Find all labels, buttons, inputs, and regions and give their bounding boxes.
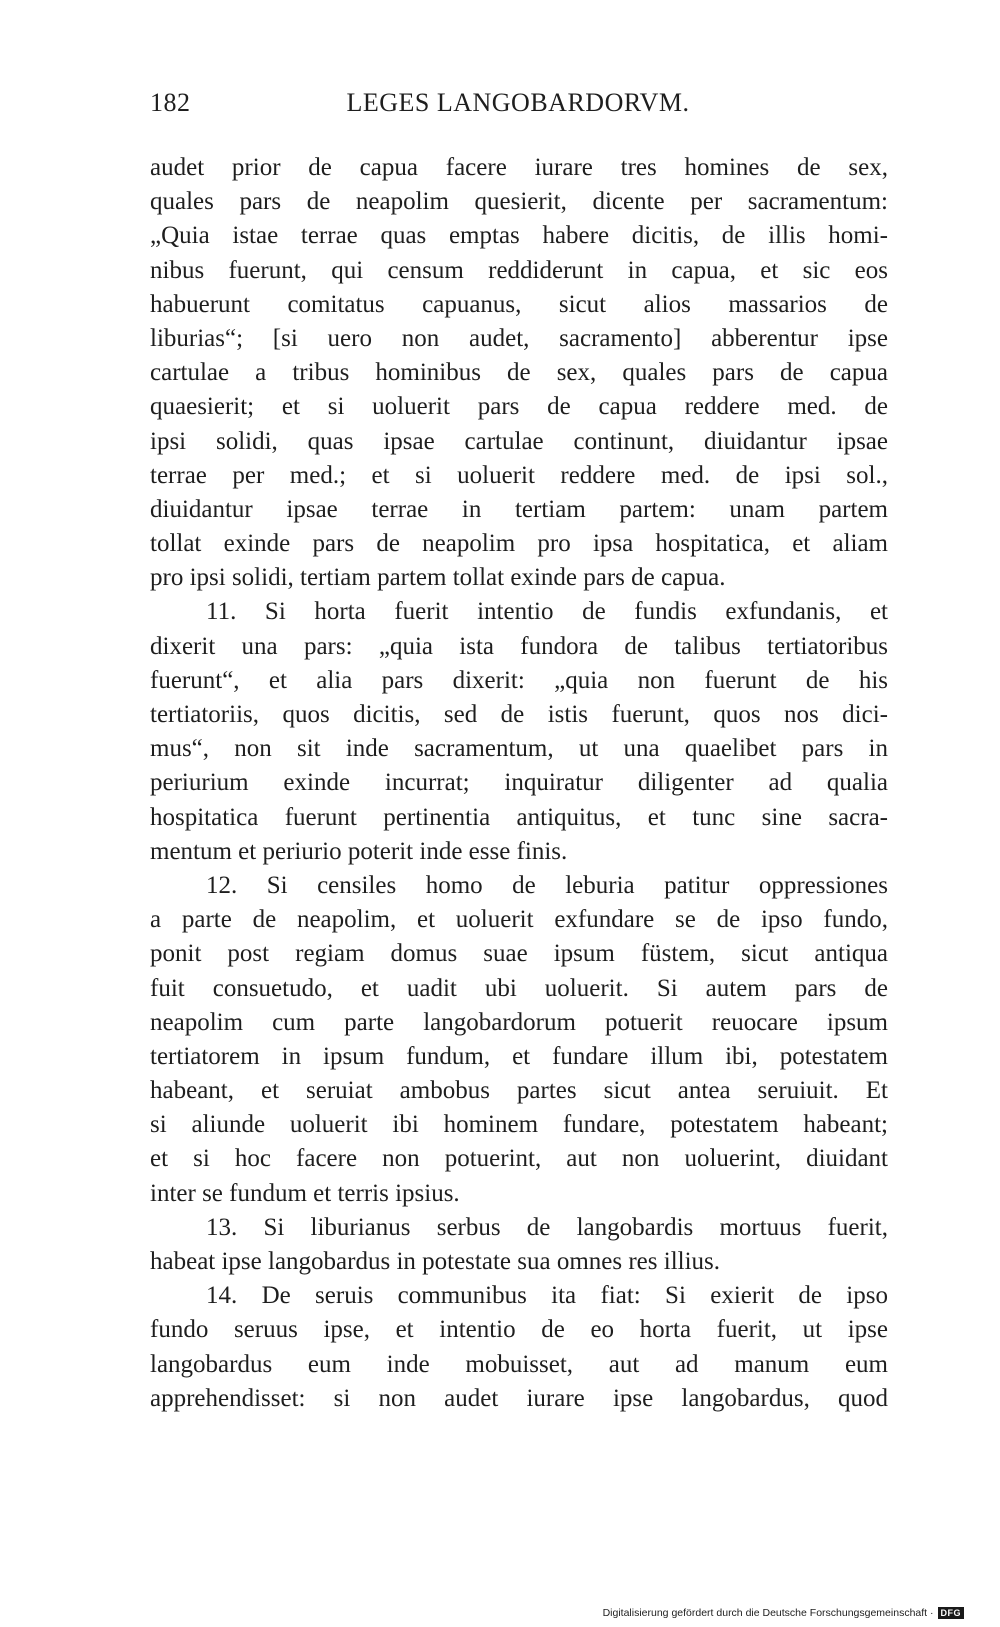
text-line: a parte de neapolim, et uoluerit exfundare se de ipso fundo, [150, 906, 888, 934]
text-line: tollat exinde pars de neapolim pro ipsa hospitatica, et aliam [150, 530, 888, 558]
footer-credit: Digitalisierung gefördert durch die Deutsche Forschungsgemeinschaft · [602, 1607, 934, 1619]
body-text [150, 151, 888, 1416]
digitization-footer [603, 1604, 964, 1622]
text-line: habeant, et seruiat ambobus partes sicut antea seruiuit. Et [150, 1077, 888, 1105]
text-line: ponit post regiam domus suae ipsum füstem, sicut antiqua [150, 940, 888, 968]
text-line: fundo seruus ipse, et intentio de eo horta fuerit, ut ipse [150, 1316, 888, 1344]
paragraph-start-13: 13. Si liburianus serbus de langobardis mortuus fuerit, [206, 1213, 888, 1241]
text-line: fuit consuetudo, et uadit ubi uoluerit. Si autem pars de [150, 974, 888, 1002]
paragraph-start-12: 12. Si censiles homo de leburia patitur oppressiones [206, 871, 888, 899]
text-line: neapolim cum parte langobardorum potuerit reuocare ipsum [150, 1008, 888, 1036]
text-line: quaesierit; et si uoluerit pars de capua reddere med. de [150, 393, 888, 421]
text-line: quales pars de neapolim quesierit, dicente per sacramentum: [150, 188, 888, 216]
text-line: terrae per med.; et si uoluerit reddere med. de ipsi sol., [150, 461, 888, 489]
page-number: 182 [150, 88, 191, 117]
text-line: apprehendisset: si non audet iurare ipse langobardus, quod [150, 1384, 888, 1412]
text-line: audet prior de capua facere iurare tres homines de sex, [150, 154, 888, 181]
text-line: mentum et periurio poterit inde esse finis. [150, 837, 568, 865]
paragraph-start-14: 14. De seruis communibus ita fiat: Si exierit de ipso [206, 1282, 888, 1310]
text-line: et si hoc facere non potuerint, aut non uoluerint, diuidant [150, 1145, 888, 1173]
text-line: tertiatoriis, quos dicitis, sed de istis fuerunt, quos nos dici- [150, 701, 888, 728]
text-line: liburias“; [si uero non audet, sacramento] abberentur ipse [150, 324, 888, 352]
text-line: cartulae a tribus hominibus de sex, quales pars de capua [150, 359, 888, 387]
text-line: hospitatica fuerunt pertinentia antiquitus, et tunc sine sacra- [150, 803, 888, 831]
paragraph-start-11: 11. Si horta fuerit intentio de fundis exfundanis, et [206, 598, 888, 626]
text-line: periurium exinde incurrat; inquiratur diligenter ad qualia [150, 769, 888, 797]
text-line: si aliunde uoluerit ibi hominem fundare, potestatem habeant; [150, 1111, 888, 1139]
page-title: LEGES LANGOBARDORVM. [346, 88, 690, 117]
text-line: pro ipsi solidi, tertiam partem tollat exinde pars de capua. [150, 564, 726, 592]
text-line: dixerit una pars: „quia ista fundora de talibus tertiatoribus [150, 632, 888, 660]
text-line: habuerunt comitatus capuanus, sicut alios massarios de [150, 290, 888, 318]
text-line: nibus fuerunt, qui censum reddiderunt in capua, et sic eos [150, 256, 888, 284]
text-line: habeat ipse langobardus in potestate sua omnes res illius. [150, 1248, 721, 1275]
text-line: inter se fundum et terris ipsius. [150, 1179, 460, 1207]
dfg-logo-icon: DFG [938, 1607, 965, 1619]
text-line: fuerunt“, et alia pars dixerit: „quia non fuerunt de his [150, 666, 888, 694]
text-line: tertiatorem in ipsum fundum, et fundare illum ibi, potestatem [150, 1042, 888, 1070]
running-head [150, 88, 886, 124]
text-line: mus“, non sit inde sacramentum, ut una quaelibet pars in [150, 735, 888, 763]
text-line: „Quia istae terrae quas emptas habere dicitis, de illis homi- [150, 222, 888, 250]
text-line: ipsi solidi, quas ipsae cartulae continunt, diuidantur ipsae [150, 427, 888, 455]
text-line: diuidantur ipsae terrae in tertiam partem: unam partem [150, 495, 888, 523]
text-line: langobardus eum inde mobuisset, aut ad manum eum [150, 1350, 888, 1378]
